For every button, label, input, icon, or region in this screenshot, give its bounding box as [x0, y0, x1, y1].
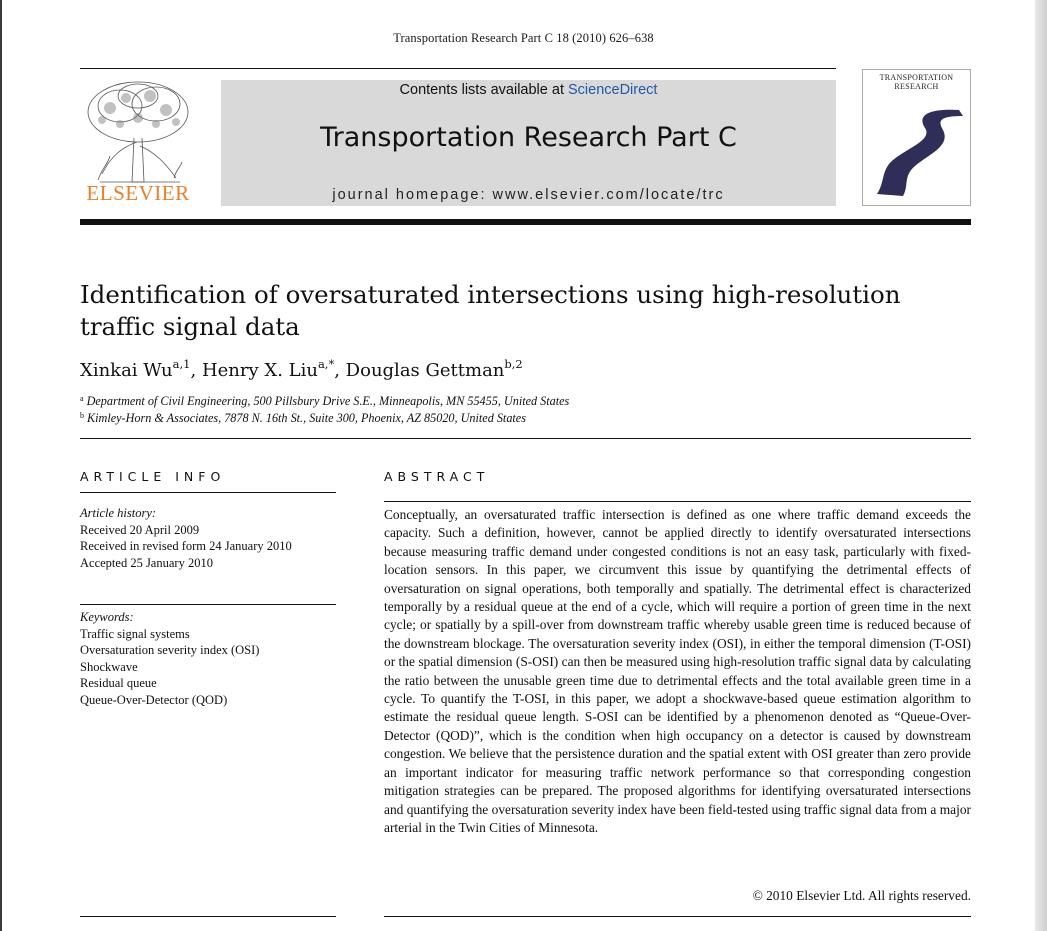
keywords: [80, 609, 336, 708]
publisher-logo: [80, 78, 196, 208]
abstract-rule: [384, 501, 971, 502]
affiliation: $^a$ Department of Civil Engineering, 500 Pillsbury Drive S.E., Minneapolis, MN 55455, United States: [80, 394, 570, 408]
cover-title: TRANSPORTATION RESEARCH: [879, 73, 954, 91]
sciencedirect-link[interactable]: ScienceDirect: [568, 82, 658, 98]
history-entry: Received in revised form 24 January 2010: [80, 539, 292, 553]
history-entry: Received 20 April 2009: [80, 522, 200, 537]
copyright-notice: © 2010 Elsevier Ltd. All rights reserved.: [752, 888, 971, 903]
author-list: Xinkai Wu$^{a,1}$, Henry X. Liu$^{a,*}$, Douglas Gettman$^{b,2}$: [80, 357, 523, 381]
author-affiliation-mark: a,*: [317, 357, 335, 371]
affiliation-rule: [80, 438, 971, 439]
winding-road-icon: [867, 102, 966, 200]
contents-prefix: Contents lists available at: [399, 82, 564, 98]
keywords-label: Keywords:: [80, 610, 134, 624]
author-name: Henry X. Liu: [201, 360, 318, 381]
author-affiliation-mark: a,1: [172, 357, 191, 371]
journal-citation: Transportation Research Part C 18 (2010) 626–638: [393, 31, 654, 45]
keyword: Shockwave: [80, 659, 138, 674]
bottom-rule-right: [384, 916, 971, 917]
journal-cover-thumbnail: [862, 69, 971, 206]
keyword: Oversaturation severity index (OSI): [80, 643, 260, 657]
viewer-scrollbar[interactable]: [1035, 0, 1047, 931]
header-rule: [80, 68, 836, 69]
paper-title: Identification of oversaturated intersections using high-resolution traffic signal data: [80, 280, 901, 341]
keyword: Traffic signal systems: [80, 626, 190, 641]
contents-line: [221, 82, 836, 98]
journal-banner: [221, 80, 836, 206]
viewer-left-edge: [0, 0, 2, 931]
abstract-heading: ABSTRACT: [384, 469, 490, 484]
elsevier-wordmark: ELSEVIER: [86, 181, 190, 205]
header-thick-bar: [80, 219, 971, 225]
affiliation: $^b$ Kimley-Horn & Associates, 7878 N. 16th St., Suite 300, Phoenix, AZ 85020, United States: [80, 411, 526, 425]
author-affiliation-mark: b,2: [504, 357, 523, 371]
history-label: Article history:: [80, 506, 157, 520]
journal-title: Transportation Research Part C: [320, 122, 737, 153]
history-entry: Accepted 25 January 2010: [80, 555, 213, 570]
keyword: Residual queue: [80, 676, 157, 690]
keywords-rule: [80, 604, 336, 605]
article-info-rule: [80, 492, 336, 493]
author-name: Xinkai Wu: [80, 360, 173, 381]
bottom-rule-left: [80, 916, 336, 917]
author-name: Douglas Gettman: [345, 360, 505, 381]
article-history: [80, 505, 336, 571]
journal-homepage[interactable]: journal homepage: www.elsevier.com/locate/trc: [332, 187, 725, 203]
keyword: Queue-Over-Detector (QOD): [80, 692, 228, 707]
elsevier-tree-icon: [80, 78, 196, 186]
article-info-heading: ARTICLE INFO: [80, 469, 226, 484]
abstract-text: Conceptually, an oversaturated traffic intersection is defined as one where traffic demand exceeds the capacity. Such a definition, however, cannot be applied directly to identify oversaturated intersections because measuring traffic demand under congested conditions is not an easy task, particularly with fixed-location sensors. In this paper, we circumvent this issue by quantifying the detrimental effects of oversaturation on signal operations, both temporally and spatially. The detrimental effect is characterized temporally by a residual queue at the end of a cycle, which will require a portion of green time in the next cycle; or spatially by a spill-over from downstream traffic whereby usable green time is reduced because of the downstream blockage. The oversaturation severity index (OSI), in either the temporal dimension (T-OSI) or the spatial dimension (S-OSI) can then be measured using high-resolution traffic signal data by calculating the ratio between the unusable green time due to detrimental effects and the total available green time in a cycle. To quantify the T-OSI, in this paper, we adopt a shockwave-based queue estimation algorithm to estimate the residual queue length. S-OSI can be identified by a phenomenon denoted as “Queue-Over-Detector (QOD)”, which is the condition when high occupancy on a detector is caused by downstream congestion. We believe that the persistence duration and the spatial extent with OSI greater than zero provide an important indicator for measuring traffic network performance so that corresponding congestion mitigation strategies can be prepared. The proposed algorithms for identifying oversaturated intersections and quantifying the oversaturation severity index have been field-tested using traffic signal data from a major arterial in the Twin Cities of Minnesota.: [384, 507, 971, 835]
